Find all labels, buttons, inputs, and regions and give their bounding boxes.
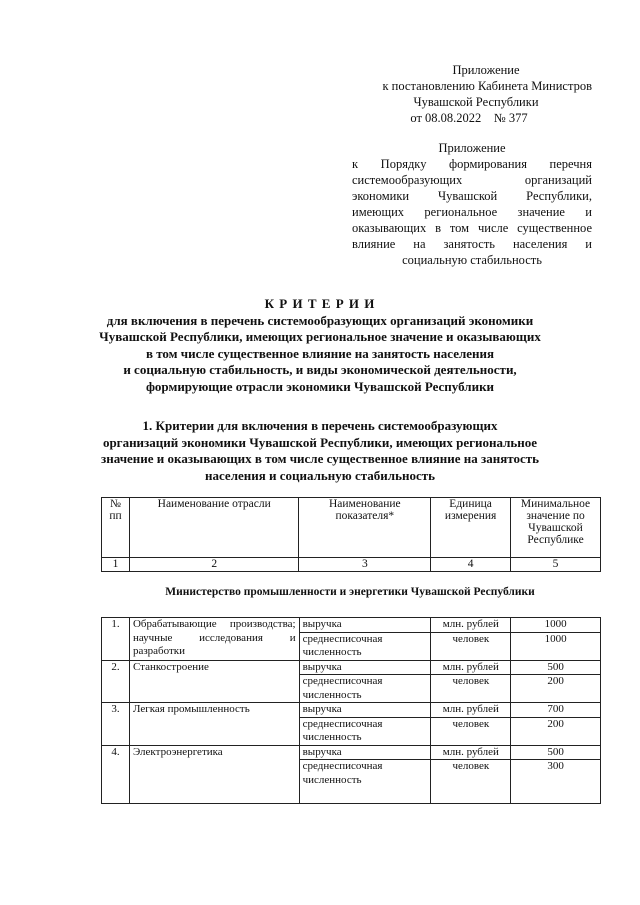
row-indicator: среднесписочная численность [299, 675, 431, 703]
section1-line-3: значение и оказывающих в том числе существенное влияние на занятость [101, 451, 539, 466]
table-row [102, 660, 601, 675]
annex-date: от 08.08.2022 № 377 [410, 111, 528, 125]
row-number: 2. [102, 660, 130, 703]
row-value: 1000 [511, 632, 601, 660]
row-value: 200 [511, 717, 601, 745]
col-min-header: Минимальное значение по Чувашской Республике [511, 498, 601, 558]
row-indicator: среднесписочная численность [299, 632, 431, 660]
header-row [102, 498, 601, 558]
criteria-sub-4: и социальную стабильность, и виды экономической деятельности, [123, 362, 517, 377]
annex-decree: к постановлению Кабинета Министров [382, 79, 592, 93]
row-value: 300 [511, 760, 601, 804]
criteria-sub-2: Чувашской Республики, имеющих региональное значение и оказывающих [99, 329, 541, 344]
ministry-title: Министерство промышленности и энергетики Чувашской Республики [165, 586, 535, 598]
row-unit: человек [431, 760, 511, 804]
row-number: 4. [102, 745, 130, 804]
criteria-sub-1: для включения в перечень системообразующих организаций экономики [106, 312, 534, 328]
row-value: 500 [511, 745, 601, 760]
annex-republic: Чувашской Республики [413, 95, 539, 109]
row-unit: млн. рублей [431, 660, 511, 675]
criteria-sub-3: в том числе существенное влияние на занятость населения [145, 345, 495, 361]
row-unit: человек [431, 632, 511, 660]
row-indicator: среднесписочная численность [299, 760, 431, 804]
section1-heading [60, 418, 580, 484]
row-value: 200 [511, 675, 601, 703]
row-indicator: выручка [299, 618, 431, 633]
annex2-title: Приложение [438, 141, 506, 155]
col-indicator-header: Наименование показателя* [299, 498, 431, 558]
section1-line-2: организаций экономики Чувашской Республики, имеющих региональное [102, 434, 538, 450]
criteria-title: К Р И Т Е Р И И [264, 296, 376, 311]
col-unit-header: Единица измерения [431, 498, 511, 558]
criteria-sub-5: формирующие отрасли экономики Чувашской Республики [145, 378, 495, 394]
criteria-body-table [101, 617, 601, 804]
criteria-header-table [101, 497, 601, 572]
section1-line-4: населения и социальную стабильность [205, 467, 435, 483]
row-branch: Электроэнергетика [129, 745, 299, 804]
col-number-4: 4 [431, 558, 511, 572]
row-indicator: выручка [299, 660, 431, 675]
table-row [102, 745, 601, 760]
annex-header [340, 62, 592, 126]
annex2-block [352, 140, 592, 268]
col-num-header: № пп [102, 498, 130, 558]
col-number-2: 2 [129, 558, 299, 572]
table-row [102, 618, 601, 633]
row-branch: Легкая промышленность [129, 703, 299, 746]
row-value: 500 [511, 660, 601, 675]
section1-line-1: 1. Критерии для включения в перечень системообразующих [142, 418, 498, 433]
row-unit: млн. рублей [431, 703, 511, 718]
annex-title: Приложение [452, 63, 520, 77]
row-indicator: среднесписочная численность [299, 717, 431, 745]
annex2-text: к Порядку формирования перечня системообразующих организаций экономики Чувашской Республики, имеющих региональное значение и оказывающих в том числе существенное влияние на занятость населения и социальную стабильность [352, 157, 592, 267]
col-number-5: 5 [511, 558, 601, 572]
row-unit: человек [431, 675, 511, 703]
row-number: 1. [102, 618, 130, 661]
row-number: 3. [102, 703, 130, 746]
row-value: 700 [511, 703, 601, 718]
col-number-1: 1 [102, 558, 130, 572]
criteria-heading [60, 296, 580, 395]
column-numbers-row [102, 558, 601, 572]
row-unit: млн. рублей [431, 745, 511, 760]
row-value: 1000 [511, 618, 601, 633]
row-branch: Обрабатывающие производства; научные исследования и разработки [129, 618, 299, 661]
col-number-3: 3 [299, 558, 431, 572]
row-unit: млн. рублей [431, 618, 511, 633]
table-row [102, 703, 601, 718]
row-branch: Станкостроение [129, 660, 299, 703]
row-indicator: выручка [299, 703, 431, 718]
col-branch-header: Наименование отрасли [129, 498, 299, 558]
row-unit: человек [431, 717, 511, 745]
row-indicator: выручка [299, 745, 431, 760]
